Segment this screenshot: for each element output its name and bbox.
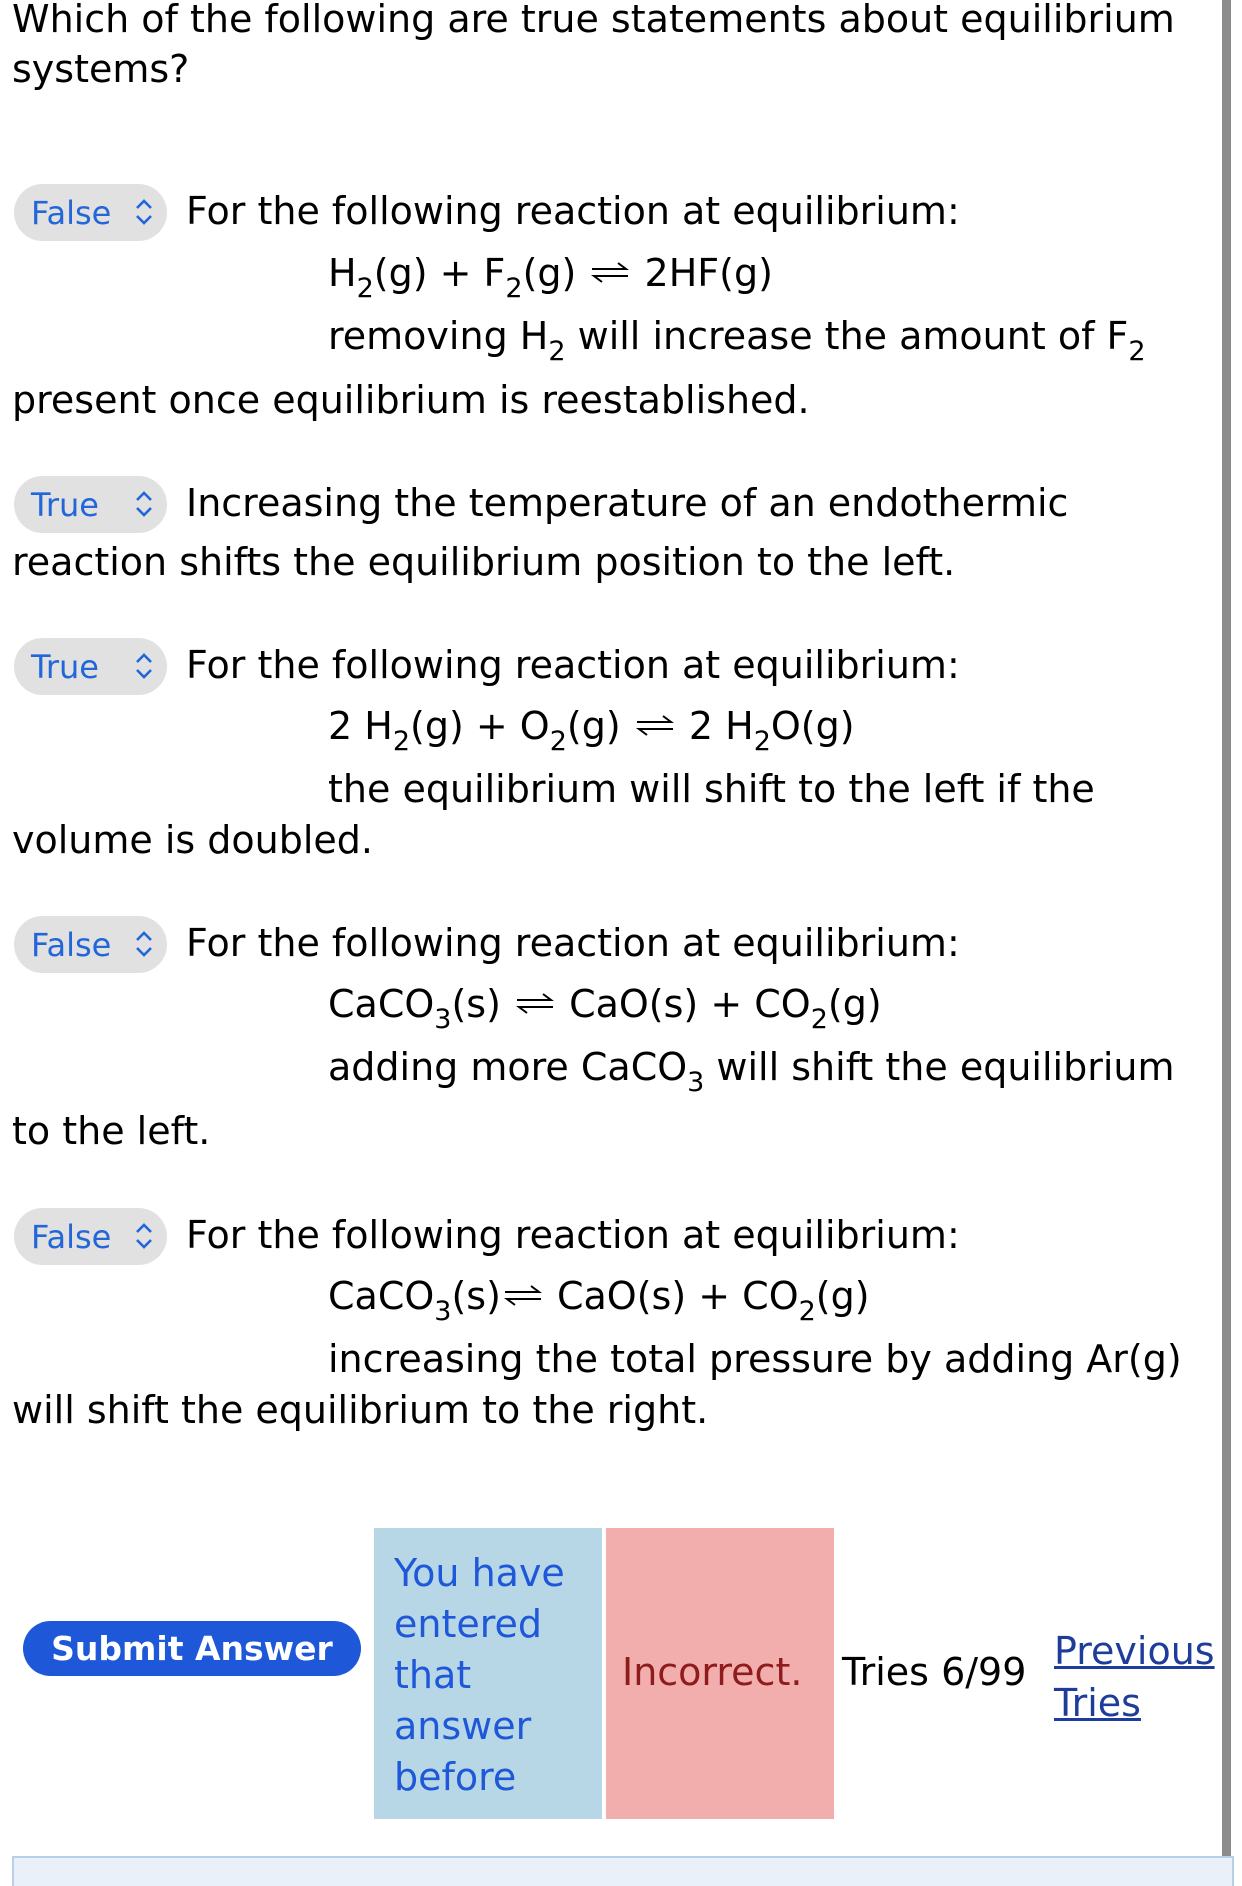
- statement-3-conclusion: volume is doubled.: [12, 818, 373, 862]
- tries-counter: Tries 6/99: [842, 1650, 1027, 1694]
- answer-select-5[interactable]: [14, 1208, 167, 1265]
- equilibrium-arrow-icon: [633, 713, 677, 737]
- statement-5-intro: For the following reaction at equilibrium:: [186, 1213, 960, 1257]
- chevron-updown-icon: [133, 1221, 155, 1251]
- repeat-line-3: that: [394, 1653, 472, 1697]
- statement-1-detail: removing $H_2$ will increase the amount of $F_2$: [328, 314, 1146, 367]
- repeat-answer-notice: [374, 1528, 602, 1819]
- question-text: [12, 0, 1175, 94]
- equilibrium-arrow-icon: [501, 1283, 545, 1307]
- answer-select-3[interactable]: [14, 638, 167, 695]
- answer-select-3-value: True: [31, 647, 99, 686]
- chevron-updown-icon: [133, 651, 155, 681]
- answer-select-2-value: True: [31, 485, 99, 524]
- statement-5-detail: increasing the total pressure by adding Ar(g): [328, 1337, 1182, 1381]
- previous-tries-line-2[interactable]: Tries: [1054, 1681, 1141, 1725]
- repeat-line-4: answer: [394, 1704, 532, 1748]
- repeat-line-2: entered: [394, 1602, 543, 1646]
- repeat-line-5: before: [394, 1755, 517, 1799]
- chevron-updown-icon: [133, 197, 155, 227]
- statement-4-detail: adding more CaCO$_3$ will shift the equilibrium: [328, 1045, 1175, 1098]
- statement-5-reaction: CaCO$_3$(s) $CaO(s) + CO_2(g)$: [328, 1274, 870, 1327]
- next-panel-edge: [12, 1856, 1234, 1886]
- answer-select-1-value: False: [31, 193, 112, 232]
- previous-tries-line-1[interactable]: Previous: [1054, 1629, 1215, 1673]
- submit-answer-button[interactable]: Submit Answer: [23, 1621, 361, 1676]
- statement-1-intro: For the following reaction at equilibrium:: [186, 189, 960, 233]
- repeat-line-1: You have: [394, 1551, 565, 1595]
- repeat-answer-text: [394, 1548, 565, 1803]
- statement-3-detail: the equilibrium will shift to the left if the: [328, 767, 1095, 811]
- statement-3-reaction: 2 $H_2(g) + O_2(g)$ 2 $H_2O(g)$: [328, 704, 855, 757]
- answer-select-1[interactable]: [14, 184, 167, 241]
- question-line-1: Which of the following are true statements about equilibrium: [12, 0, 1175, 41]
- statement-1-reaction: $H_2(g) + F_2(g)$ 2HF(g): [328, 251, 773, 304]
- equilibrium-arrow-icon: [588, 260, 632, 284]
- chevron-updown-icon: [133, 489, 155, 519]
- statement-4-intro: For the following reaction at equilibrium:: [186, 921, 960, 965]
- statement-5-conclusion: will shift the equilibrium to the right.: [12, 1388, 709, 1432]
- question-line-2: systems?: [12, 47, 190, 91]
- chevron-updown-icon: [133, 929, 155, 959]
- answer-select-2[interactable]: [14, 476, 167, 533]
- scrollbar[interactable]: [1222, 0, 1231, 1877]
- statement-4-reaction: CaCO$_3$(s) $CaO(s) + CO_2(g)$: [328, 982, 882, 1035]
- answer-select-4[interactable]: [14, 916, 167, 973]
- statement-4-conclusion: to the left.: [12, 1109, 211, 1153]
- previous-tries-link[interactable]: [1054, 1625, 1215, 1729]
- statement-2-line-2: reaction shifts the equilibrium position to the left.: [12, 540, 956, 584]
- answer-select-5-value: False: [31, 1217, 112, 1256]
- equilibrium-arrow-icon: [513, 991, 557, 1015]
- statement-3-intro: For the following reaction at equilibrium:: [186, 643, 960, 687]
- incorrect-status-text: Incorrect.: [622, 1650, 803, 1694]
- answer-select-4-value: False: [31, 925, 112, 964]
- statement-1-conclusion: present once equilibrium is reestablished.: [12, 378, 810, 422]
- statement-2-line-1: Increasing the temperature of an endothermic: [186, 481, 1069, 525]
